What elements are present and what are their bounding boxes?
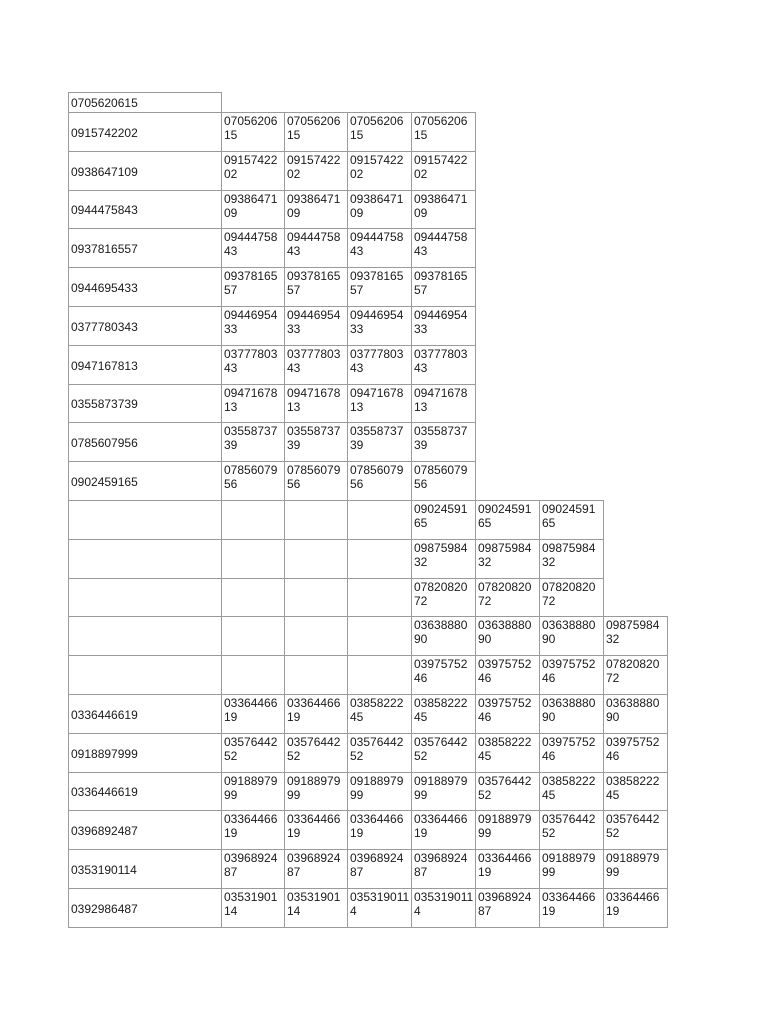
table-cell: 0353190114 xyxy=(347,888,412,928)
table-cell xyxy=(284,500,348,540)
table-cell: 0397575246 xyxy=(603,733,668,773)
table-cell: 0947167813 xyxy=(284,384,348,423)
table-cell: 0397575246 xyxy=(539,655,604,695)
table-cell: 0918897999 xyxy=(475,810,540,850)
table-cell: 0396892487 xyxy=(284,849,348,889)
table-cell: 0785607956 xyxy=(411,461,476,501)
table-cell xyxy=(284,616,348,656)
table-cell: 0938647109 xyxy=(221,190,285,229)
table-cell xyxy=(284,655,348,695)
table-row-label xyxy=(68,616,222,656)
table-row-label: 0918897999 xyxy=(68,733,222,773)
table-cell xyxy=(221,616,285,656)
table-cell: 0396892487 xyxy=(475,888,540,928)
table-cell xyxy=(221,539,285,579)
table-row-label: 0937816557 xyxy=(68,228,222,268)
table-cell xyxy=(221,655,285,695)
table-cell: 0785607956 xyxy=(221,461,285,501)
table-cell: 0396892487 xyxy=(347,849,412,889)
table-cell: 0944695433 xyxy=(347,306,412,346)
table-cell xyxy=(347,539,412,579)
table-cell: 0937816557 xyxy=(411,267,476,307)
table-cell: 0915742202 xyxy=(347,151,412,191)
table-row-label xyxy=(68,655,222,695)
table-cell: 0363888090 xyxy=(539,694,604,734)
table-cell: 0987598432 xyxy=(603,616,668,656)
table-row-label: 0915742202 xyxy=(68,112,222,152)
table-cell: 0357644252 xyxy=(475,772,540,811)
table-cell: 0353190114 xyxy=(221,888,285,928)
table-cell: 0938647109 xyxy=(411,190,476,229)
table-cell: 0336446619 xyxy=(475,849,540,889)
table-row-label: 0902459165 xyxy=(68,461,222,501)
table-cell: 0396892487 xyxy=(221,849,285,889)
table-cell xyxy=(284,539,348,579)
table-cell: 0987598432 xyxy=(411,539,476,579)
table-cell: 0357644252 xyxy=(411,733,476,773)
table-cell: 0385822245 xyxy=(475,733,540,773)
table-cell: 0357644252 xyxy=(603,810,668,850)
table-cell: 0937816557 xyxy=(221,267,285,307)
table-cell: 0355873739 xyxy=(284,422,348,462)
table-row-label: 0392986487 xyxy=(68,888,222,928)
table-cell: 0938647109 xyxy=(284,190,348,229)
table-cell: 0396892487 xyxy=(411,849,476,889)
table-cell xyxy=(284,578,348,617)
table-cell: 0385822245 xyxy=(539,772,604,811)
table-cell: 0918897999 xyxy=(411,772,476,811)
table-cell: 0385822245 xyxy=(603,772,668,811)
table-cell xyxy=(347,655,412,695)
table-cell: 0902459165 xyxy=(475,500,540,540)
table-cell: 0947167813 xyxy=(347,384,412,423)
table-cell: 0944695433 xyxy=(221,306,285,346)
table-row-label: 0353190114 xyxy=(68,849,222,889)
table-cell: 0363888090 xyxy=(603,694,668,734)
table-cell: 0355873739 xyxy=(221,422,285,462)
table-cell: 0355873739 xyxy=(411,422,476,462)
table-cell: 0915742202 xyxy=(284,151,348,191)
table-cell: 0353190114 xyxy=(411,888,476,928)
table-cell: 0357644252 xyxy=(284,733,348,773)
table-row-label: 0947167813 xyxy=(68,345,222,385)
table-cell: 0336446619 xyxy=(284,694,348,734)
table-cell: 0918897999 xyxy=(284,772,348,811)
table-row-label xyxy=(68,578,222,617)
table-cell: 0357644252 xyxy=(347,733,412,773)
table-row-label: 0377780343 xyxy=(68,306,222,346)
table-cell: 0357644252 xyxy=(221,733,285,773)
table-cell: 0385822245 xyxy=(411,694,476,734)
table-cell: 0782082072 xyxy=(603,655,668,695)
table-cell: 0336446619 xyxy=(347,810,412,850)
table-cell: 0947167813 xyxy=(411,384,476,423)
table-cell: 0397575246 xyxy=(411,655,476,695)
table-cell: 0357644252 xyxy=(539,810,604,850)
table-cell: 0336446619 xyxy=(221,694,285,734)
table-cell xyxy=(221,500,285,540)
table-cell: 0353190114 xyxy=(284,888,348,928)
table-cell: 0363888090 xyxy=(539,616,604,656)
table-cell: 0363888090 xyxy=(475,616,540,656)
table-row-label: 0355873739 xyxy=(68,384,222,423)
table-cell: 0944475843 xyxy=(347,228,412,268)
table-row-label xyxy=(68,539,222,579)
table-cell: 0336446619 xyxy=(539,888,604,928)
table-row-label: 0785607956 xyxy=(68,422,222,462)
table-cell: 0938647109 xyxy=(347,190,412,229)
table-cell xyxy=(347,616,412,656)
table-cell: 0355873739 xyxy=(347,422,412,462)
table-cell xyxy=(347,500,412,540)
table-row-label: 0938647109 xyxy=(68,151,222,191)
table-cell: 0937816557 xyxy=(284,267,348,307)
table-cell: 0915742202 xyxy=(411,151,476,191)
table-cell: 0397575246 xyxy=(475,655,540,695)
table-cell: 0705620615 xyxy=(347,112,412,152)
table-cell: 0397575246 xyxy=(539,733,604,773)
table-cell: 0918897999 xyxy=(221,772,285,811)
table-row-label: 0336446619 xyxy=(68,694,222,734)
table-cell: 0944695433 xyxy=(411,306,476,346)
table-cell: 0915742202 xyxy=(221,151,285,191)
table-cell: 0944475843 xyxy=(284,228,348,268)
table-cell: 0944695433 xyxy=(284,306,348,346)
table-cell: 0947167813 xyxy=(221,384,285,423)
table-cell: 0937816557 xyxy=(347,267,412,307)
table-cell: 0987598432 xyxy=(475,539,540,579)
table-cell xyxy=(221,578,285,617)
table-cell: 0377780343 xyxy=(411,345,476,385)
table-cell: 0944475843 xyxy=(221,228,285,268)
table-cell: 0377780343 xyxy=(221,345,285,385)
table-cell: 0918897999 xyxy=(603,849,668,889)
table-cell: 0944475843 xyxy=(411,228,476,268)
table-cell: 0377780343 xyxy=(347,345,412,385)
table-cell: 0336446619 xyxy=(603,888,668,928)
table-cell-header-number: 0705620615 xyxy=(68,92,222,113)
table-row-label: 0396892487 xyxy=(68,810,222,850)
table-cell: 0785607956 xyxy=(284,461,348,501)
table-cell: 0397575246 xyxy=(475,694,540,734)
table-row-label: 0944475843 xyxy=(68,190,222,229)
table-cell: 0705620615 xyxy=(411,112,476,152)
table-cell: 0385822245 xyxy=(347,694,412,734)
table-cell: 0782082072 xyxy=(539,578,604,617)
table-cell: 0336446619 xyxy=(411,810,476,850)
table-cell: 0987598432 xyxy=(539,539,604,579)
table-cell: 0336446619 xyxy=(284,810,348,850)
table-cell: 0705620615 xyxy=(284,112,348,152)
table-cell: 0705620615 xyxy=(221,112,285,152)
table-cell: 0902459165 xyxy=(539,500,604,540)
table-cell: 0918897999 xyxy=(347,772,412,811)
table-row-label xyxy=(68,500,222,540)
table-cell: 0918897999 xyxy=(539,849,604,889)
table-cell: 0782082072 xyxy=(411,578,476,617)
table-row-label: 0336446619 xyxy=(68,772,222,811)
table-cell: 0785607956 xyxy=(347,461,412,501)
table-row-label: 0944695433 xyxy=(68,267,222,307)
table-cell: 0782082072 xyxy=(475,578,540,617)
table-cell: 0902459165 xyxy=(411,500,476,540)
table-cell: 0336446619 xyxy=(221,810,285,850)
table-cell: 0377780343 xyxy=(284,345,348,385)
table-cell xyxy=(347,578,412,617)
table-cell: 0363888090 xyxy=(411,616,476,656)
